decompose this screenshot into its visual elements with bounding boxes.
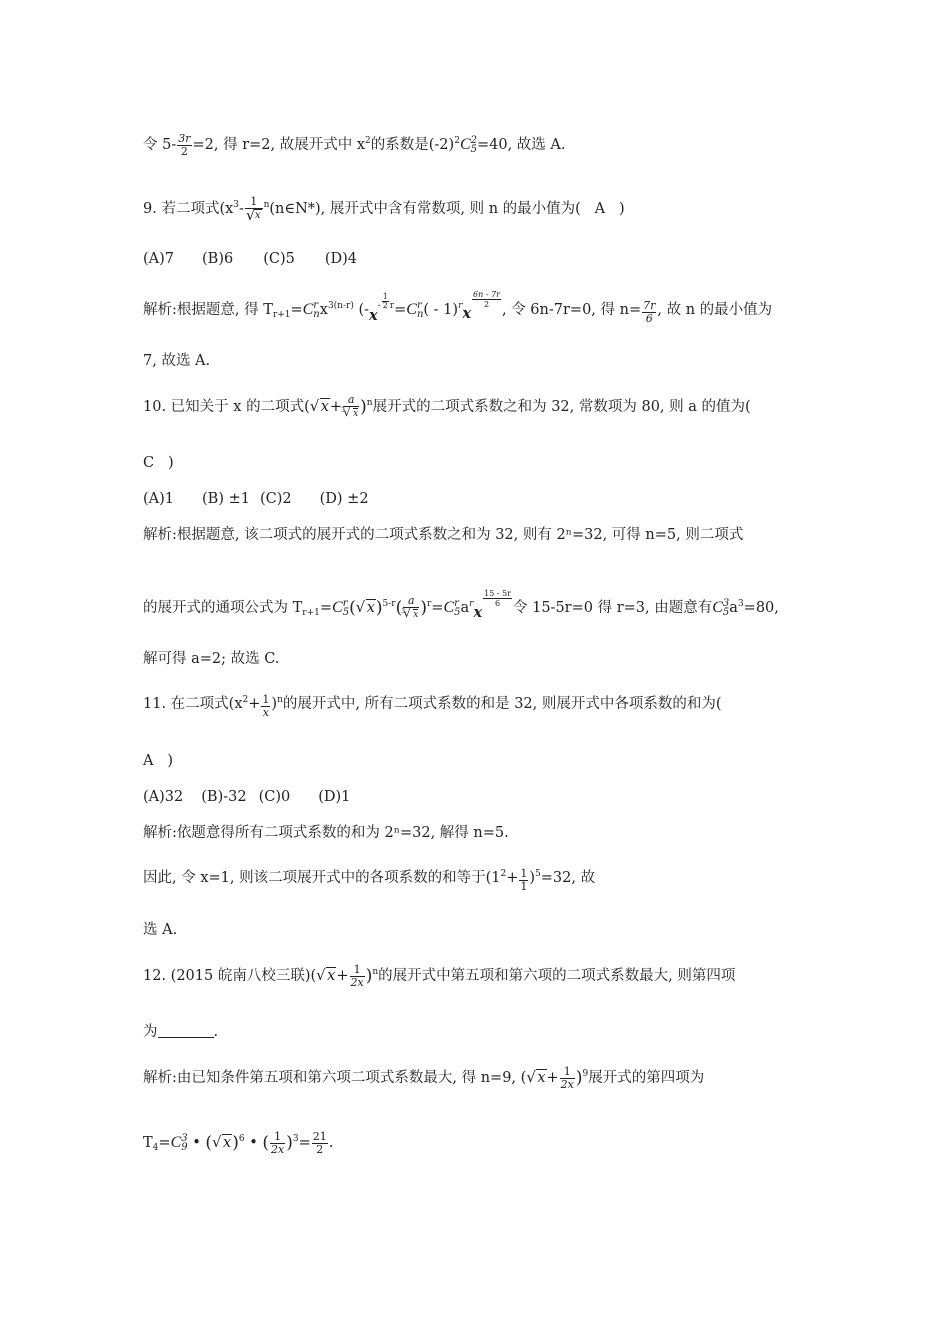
solution-line-q8-end: 令 5- $\frac{3r}{2}$ =2, 得 r=2, 故展开式中 $x^2$的系数是$(-2)^2C$ 2 5 =40, 故选 A.: [143, 131, 566, 158]
question-11-options: [143, 787, 350, 807]
option-d: (D) ±2: [319, 491, 369, 507]
option-b: (B)6: [202, 251, 234, 267]
fraction: 1 √ x: [245, 196, 263, 222]
option-c: (C)2: [259, 491, 292, 507]
question-10-answer: C ): [143, 455, 174, 471]
option-b: (B) ±1: [202, 491, 250, 507]
solution-10: 解析:根据题意, 该二项式的展开式的二项式系数之和为 32, 则有 2ⁿ=32, 可得 n=5, 则二项式: [143, 527, 744, 543]
solution-11-cont: 因此, 令 x=1, 则该二项展开式中的各项系数的和等于($1^2+$ $\frac{1}{1}$ )$^5$=32, 故: [143, 867, 596, 893]
answer-blank[interactable]: [158, 1025, 214, 1038]
question-10-options: [143, 489, 369, 509]
solution-11-end: 选 A.: [143, 922, 178, 938]
solution-12-cont: $T_4=C$ 3 9 • (√ x)$^6$ • ( $\frac{1}{2x}$ )$^3$= $\frac{21}{2}$ .: [143, 1129, 333, 1158]
option-d: (D)4: [324, 251, 358, 267]
solution-11: 解析:依题意得所有二项式系数的和为 2ⁿ=32, 解得 n=5.: [143, 825, 509, 841]
solution-12: 解析:由已知条件第五项和第六项二项式系数最大, 得 n=9, (√ x+ $\frac{1}{2x}$ )$^9$展开式的第四项为: [143, 1064, 704, 1091]
solution-9: 解析:根据题意, 得 $T_{r+1}=C$ r n $x^{3(n-r)}$ (-x- $\frac{1}{2}$ $^r$=C r n ( - 1)$^r$x $\frac{6n - 7r}{2}$ , 令 6n-7r=0, 得 n= $\frac{7r}{6}$ , 故 n 的最小值为: [143, 290, 773, 325]
option-c: (C)0: [258, 789, 291, 805]
option-a: (A)1: [143, 491, 175, 507]
question-9: 9. 若二项式($x^3-$ 1 √ x $^n$(n∈N*), 展开式中含有常数项, 则 n 的最小值为( A ): [143, 195, 625, 222]
question-10: 10. 已知关于 x 的二项式(√ x+ a √ x 3 )$^n$展开式的二项式系数之和为 32, 常数项为 80, 则 a 的值为(: [143, 393, 751, 420]
question-12: 12. (2015 皖南八校三联)(√ x+ $\frac{1}{2x}$ )$^n$的展开式中第五项和第六项的二项式系数最大, 则第四项: [143, 962, 735, 989]
question-11-answer: A ): [143, 753, 173, 769]
question-9-options: [143, 249, 357, 269]
option-b: (B)-32: [201, 789, 247, 805]
solution-10-end: 解可得 a=2; 故选 C.: [143, 651, 280, 667]
answer-10: C: [143, 455, 155, 471]
question-11: 11. 在二项式($x^2+$ $\frac{1}{x}$ )$^n$的展开式中, 所有二项式系数的和是 32, 则展开式中各项系数的和为(: [143, 693, 722, 719]
solution-9-cont: 7, 故选 A.: [143, 353, 211, 369]
option-d: (D)1: [318, 789, 351, 805]
question-12-blank: 为 .: [143, 1024, 219, 1040]
option-a: (A)32: [143, 789, 184, 805]
option-c: (C)5: [263, 251, 295, 267]
solution-10-cont: 的展开式的通项公式为 $T_{r+1}=C$ r 5 (√ x)$^{5-r}$( a √ x 3 )$^r$=C r 5 $a^rx$ $\frac{15 - 5r}{6}$ 令 15-5r=0 得 r=3, 由题意有C 3 5 $a^3=80$,: [143, 589, 779, 623]
option-a: (A)7: [143, 251, 175, 267]
fraction: $\frac{3r}{2}$: [178, 131, 191, 158]
answer-11: A: [143, 753, 154, 769]
answer-9: A: [594, 201, 606, 217]
combination-symbol: C: [459, 136, 471, 153]
